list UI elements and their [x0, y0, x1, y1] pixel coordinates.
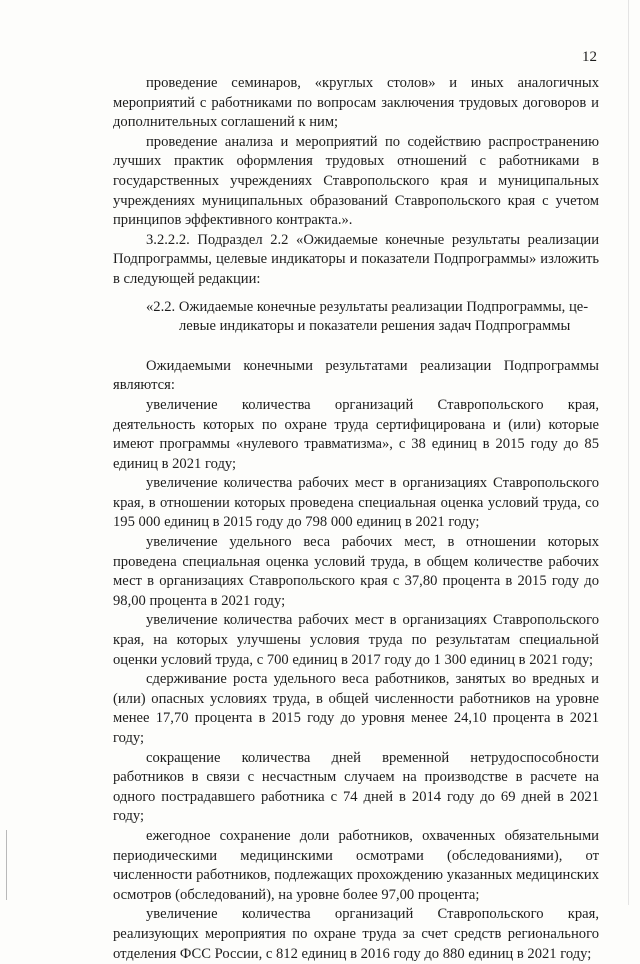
result-item-assessed-share: увеличение удельного веса рабочих мест, в отношении которых проведена специальная оценка условий труда, в общем количестве рабочих мест в организациях Ставропольского края с 37,80 процента в 2015 году до 98,00 процента в 2021 году; — [113, 534, 599, 609]
paragraph-amendment: 3.2.2.2. Подраздел 2.2 «Ожидаемые конечные результаты реализации Подпрограммы, целевые индикаторы и показатели Подпрограммы» изложить в следующей редакции: — [113, 231, 599, 287]
section-heading-line-2: левые индикаторы и показатели решения задач Подпрограммы — [179, 318, 571, 335]
paragraph-analysis: проведение анализа и мероприятий по содействию распространению лучших практик оформления трудовых отношений с работниками в государственных учреждениях Ставропольского края и муниципальных учреждениях муниципальных образований Ставропольского края с учетом принципов эффективного контракта.». — [113, 133, 599, 229]
result-item-fss-organizations: увеличение количества организаций Ставропольского края, реализующих мероприятия по охране труда за счет средств регионального отделения ФСС России, с 812 единиц в 2016 году до 880 единиц в 2021 году; — [113, 906, 599, 962]
section-heading — [113, 298, 599, 337]
scan-edge-left — [6, 830, 7, 900]
result-item-assessed-workplaces: увеличение количества рабочих мест в организациях Ставропольского края, в отношении которых проведена специальная оценка условий труда, со 195 000 единиц в 2015 году до 798 000 единиц в 2021 году; — [113, 475, 599, 531]
result-item-hazardous-share: сдерживание роста удельного веса работников, занятых во вредных и (или) опасных условиях труда, в общей численности работников на уровне менее 17,70 процента в 2015 году до уровня менее 24,10 процента в 2021 году; — [113, 671, 599, 746]
result-item-sick-days: сокращение количества дней временной нетрудоспособности работников в связи с несчастным случаем на производстве в расчете на одного пострадавшего работника с 74 дней в 2014 году до 69 дней в 2021 году; — [113, 749, 599, 825]
scan-edge-right — [628, 0, 629, 905]
section-heading-line-1: «2.2. Ожидаемые конечные результаты реализации Подпрограммы, це- — [146, 298, 589, 315]
document-body — [113, 74, 599, 964]
results-intro: Ожидаемыми конечными результатами реализации Подпрограммы являются: — [113, 357, 599, 394]
result-item-medical-exams: ежегодное сохранение доли работников, охваченных обязательными периодическими медицинскими осмотрами (обследованиями), от численности работников, подлежащих прохождению указанных медицинских осмотров (обследований), на уровне более 97,00 процента; — [113, 827, 599, 903]
result-item-certified-organizations: увеличение количества организаций Ставропольского края, деятельность которых по охране труда сертифицирована и (или) которые имеют программы «нулевого травматизма», с 38 единиц в 2015 году до 85 единиц в 2021 году; — [113, 396, 599, 472]
result-item-improved-workplaces: увеличение количества рабочих мест в организациях Ставропольского края, на которых улучшены условия труда по результатам специальной оценки условий труда, с 700 единиц в 2017 году до 1 300 единиц в 2021 году; — [113, 612, 599, 668]
paragraph-seminars: проведение семинаров, «круглых столов» и иных аналогичных мероприятий с работниками по вопросам заключения трудовых договоров и дополнительных соглашений к ним; — [113, 75, 599, 131]
page-number: 12 — [582, 49, 597, 65]
